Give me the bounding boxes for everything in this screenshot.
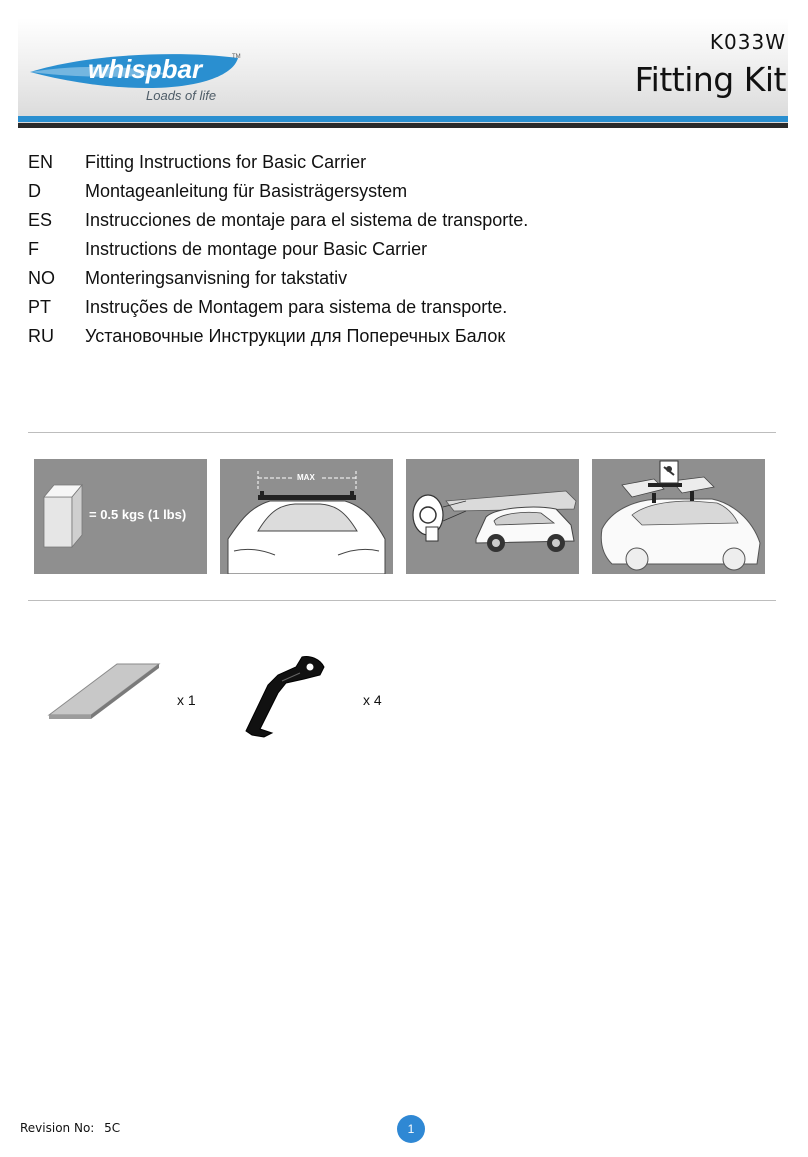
language-text: Instrucciones de montaje para el sistema de transporte. [85, 210, 529, 230]
pad-part-icon [45, 658, 165, 722]
page-title: Fitting Kit [634, 60, 786, 99]
language-row [28, 148, 528, 177]
divider-top [28, 432, 776, 433]
language-row [28, 177, 528, 206]
revision-label: Revision No: [20, 1121, 95, 1135]
language-code: EN [28, 152, 54, 172]
weight-label: = 0.5 kgs (1 lbs) [89, 507, 187, 522]
language-text: Instruções de Montagem para sistema de transporte. [85, 297, 508, 317]
language-row [28, 235, 528, 264]
panel-max-span [220, 459, 393, 574]
model-code: K033W [709, 30, 786, 54]
language-text: Montageanleitung für Basisträgersystem [85, 181, 408, 201]
logo-trademark: TM [232, 54, 241, 60]
brand-tagline: Loads of life [146, 88, 217, 103]
language-row [28, 322, 528, 351]
language-code: NO [28, 268, 55, 288]
panel-measure [406, 459, 579, 574]
language-row [28, 206, 528, 235]
page-number-badge: 1 [397, 1115, 425, 1143]
language-code: RU [28, 326, 54, 346]
language-text: Instructions de montage pour Basic Carrier [85, 239, 428, 259]
logo-brand-text: whispbar [88, 54, 203, 84]
panel-weight [34, 459, 207, 574]
language-code: F [28, 239, 39, 259]
language-text: Установочные Инструкции для Поперечных Балок [85, 326, 506, 346]
bracket-part-icon [238, 653, 334, 739]
panel-mounted [592, 459, 765, 574]
language-list [28, 148, 528, 351]
revision-info [20, 1121, 120, 1135]
header-accent-line [18, 116, 788, 122]
pad-quantity: x 1 [177, 692, 196, 708]
car-with-pads-icon [592, 459, 765, 574]
header-dark-line [18, 123, 788, 128]
language-code: D [28, 181, 41, 201]
language-row [28, 293, 528, 322]
tape-measure-car-icon [406, 459, 579, 574]
max-label: MAX [297, 473, 315, 482]
revision-value: 5C [104, 1121, 121, 1135]
language-code: ES [28, 210, 53, 230]
language-code: PT [28, 297, 52, 317]
language-text: Fitting Instructions for Basic Carrier [85, 152, 367, 172]
language-text: Monteringsanvisning for takstativ [85, 268, 348, 288]
divider-bottom [28, 600, 776, 601]
bracket-quantity: x 4 [363, 692, 382, 708]
language-row [28, 264, 528, 293]
